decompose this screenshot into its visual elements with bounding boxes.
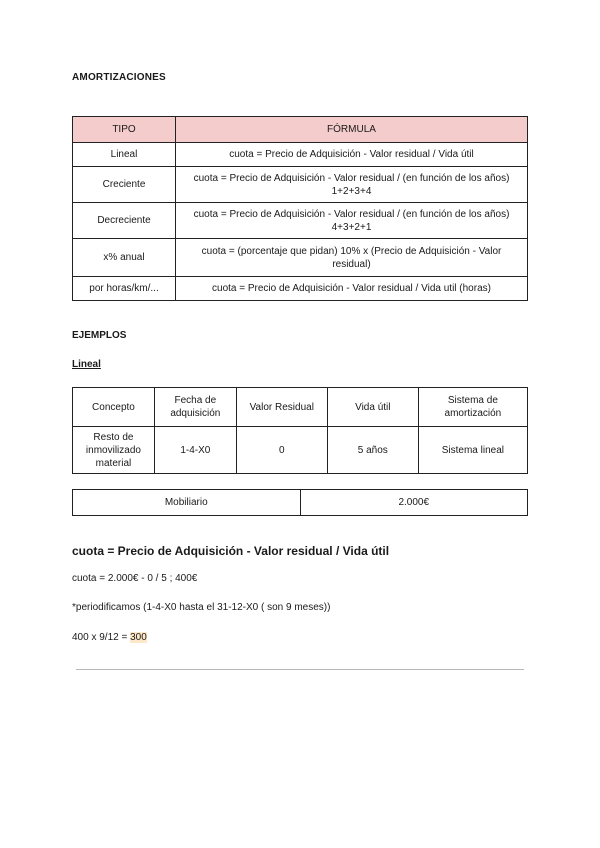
tipo-cell: x% anual [73,239,176,277]
asset-value-cell: 2.000€ [300,490,528,516]
table-row [73,239,528,277]
section-title-ejemplos: EJEMPLOS [72,330,127,341]
column-header-sistema: Sistema de amortización [418,388,527,427]
table-row [73,143,528,167]
column-header-formula: FÓRMULA [176,117,528,143]
asset-label-cell: Mobiliario [73,490,301,516]
column-header-tipo: TIPO [73,117,176,143]
result-highlight: 300 [130,632,147,643]
example-table [72,387,528,474]
formula-cell: cuota = Precio de Adquisición - Valor residual / (en función de los años) 1+2+3+4 [176,167,528,203]
formula-cell: cuota = Precio de Adquisición - Valor residual / Vida útil [176,143,528,167]
column-header-concepto: Concepto [73,388,155,427]
column-header-valor-residual: Valor Residual [236,388,327,427]
vida-util-cell: 5 años [327,427,418,474]
amortization-types-table [72,116,528,301]
column-header-vida-util: Vida útil [327,388,418,427]
table-row [73,203,528,239]
page-title: AMORTIZACIONES [72,72,166,83]
subsection-title-lineal: Lineal [72,359,101,370]
table-row [73,427,528,474]
tipo-cell: por horas/km/... [73,277,176,301]
tipo-cell: Lineal [73,143,176,167]
result-prefix: 400 x 9/12 = [72,632,131,643]
result-line [72,632,147,643]
table-row [73,490,528,516]
tipo-cell: Creciente [73,167,176,203]
formula-cell: cuota = Precio de Adquisición - Valor residual / (en función de los años) 4+3+2+1 [176,203,528,239]
table-row [73,277,528,301]
column-header-fecha: Fecha de adquisición [154,388,236,427]
formula-cell: cuota = Precio de Adquisición - Valor residual / Vida util (horas) [176,277,528,301]
valor-residual-cell: 0 [236,427,327,474]
concepto-cell: Resto de inmovilizado material [73,427,155,474]
table-header-row [73,388,528,427]
divider [76,669,524,670]
tipo-cell: Decreciente [73,203,176,239]
periodification-note: *periodificamos (1-4-X0 hasta el 31-12-X0 ( son 9 meses)) [72,602,331,613]
formula-cell: cuota = (porcentaje que pidan) 10% x (Precio de Adquisición - Valor residual) [176,239,528,277]
asset-value-table [72,489,528,516]
sistema-cell: Sistema lineal [418,427,527,474]
formula-heading: cuota = Precio de Adquisición - Valor residual / Vida útil [72,544,390,558]
calculation-line: cuota = 2.000€ - 0 / 5 ; 400€ [72,573,198,584]
fecha-cell: 1-4-X0 [154,427,236,474]
table-row [73,167,528,203]
table-header-row [73,117,528,143]
